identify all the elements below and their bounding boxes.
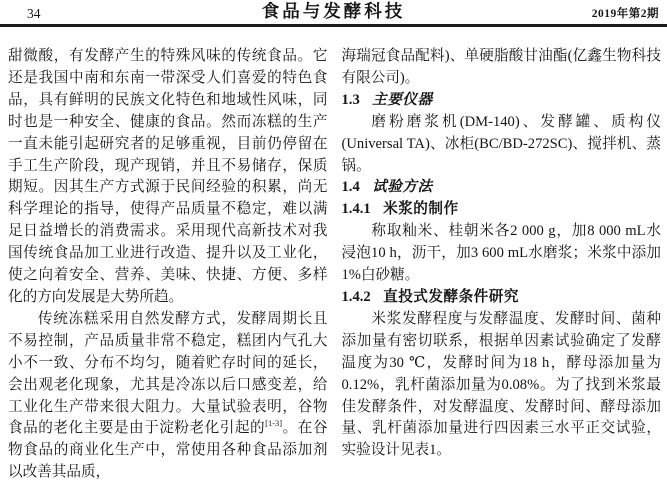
section-heading-1-4-1 xyxy=(342,199,662,221)
paragraph-aging xyxy=(8,309,328,484)
section-heading-1-4-2 xyxy=(342,287,662,309)
paragraph-instruments: 磨粉磨浆机(DM-140)、发酵罐、质构仪(Universal TA)、冰柜(BC/BD-272SC)、搅拌机、蒸锅。 xyxy=(341,113,661,174)
two-column-body xyxy=(0,27,667,484)
section-title: 米浆的制作 xyxy=(383,201,459,218)
paragraph-aging-text: 传统冻糕采用自然发酵方式，发酵周期长且不易控制，产品质量非常不稳定，糕团内气孔大小不一致、分布不均匀，随着贮存时间的延长，会出观老化现象，尤其是冷冻以后口感变差，给工业化生产带来很大阻力。大量试验表明，谷物食品的老化主要是由于淀粉老化引起的 xyxy=(8,310,328,437)
section-number: 1.3 xyxy=(341,91,360,108)
paragraph-fermentation: 米浆发酵程度与发酵温度、发酵时间、菌种添加量有密切联系，根据单因素试验确定了发酵温度为30 ℃，发酵时间为18 h，酵母添加量为0.12%，乳杆菌添加量为0.08%。为了找到米浆最佳发酵条件，对发酵温度、发酵时间、酵母添加量、乳杆菌添加量进行四因素三水平正交试验，实验设计见表1。 xyxy=(341,310,661,459)
paragraph-intro-continuation: 甜微酸，有发酵产生的特殊风味的传统食品。它还是我国中南和东南一带深受人们喜爱的特色食品，具有鲜明的民族文化特色和地域性风味，同时也是一种安全、健康的食品。然而冻糕的生产一直未能引起研究者的足够重视，目前仍停留在手工生产阶段，现产现销，并且不易储存，保质期短。因其生产方式源于民间经验的积累，尚无科学理论的指导，使得产品质量不稳定，难以满足日益增长的消费需求。采用现代高新技术对我国传统食品加工业进行改造、提升以及工业化，使之向着安全、营养、美味、快捷、方便、多样化的方向发展是大势所趋。 xyxy=(8,48,328,305)
section-number: 1.4 xyxy=(341,179,360,196)
journal-title: 食品与发酵科技 xyxy=(261,1,406,21)
section-heading-1-3 xyxy=(342,90,662,112)
paragraph-aging-text-after: 。在谷物食品的商业化生产中，常使用各种食品添加剂以改善其品质， xyxy=(8,420,328,481)
citation-ref-1-3: [1-3] xyxy=(265,418,283,429)
section-number: 1.4.1 xyxy=(341,201,371,218)
left-column xyxy=(8,46,328,484)
section-heading-1-4 xyxy=(342,177,662,199)
section-title: 主要仪器 xyxy=(372,91,433,108)
running-head xyxy=(0,0,667,27)
paragraph-rice-milk: 称取籼米、桂朝米各2 000 g，加8 000 mL水浸泡10 h，沥干，加3 600 mL水磨浆；米浆中添加1%白砂糖。 xyxy=(341,223,661,284)
section-title: 试验方法 xyxy=(372,179,433,196)
page-number: 34 xyxy=(27,6,41,21)
section-title: 直投式发酵条件研究 xyxy=(383,288,519,305)
issue-label: 2019年第2期 xyxy=(591,8,659,20)
section-number: 1.4.2 xyxy=(341,288,371,305)
paragraph-materials-continuation: 海瑞冠食品配料)、单硬脂酸甘油酯(亿鑫生物科技有限公司)。 xyxy=(341,48,661,86)
right-column xyxy=(342,46,662,484)
